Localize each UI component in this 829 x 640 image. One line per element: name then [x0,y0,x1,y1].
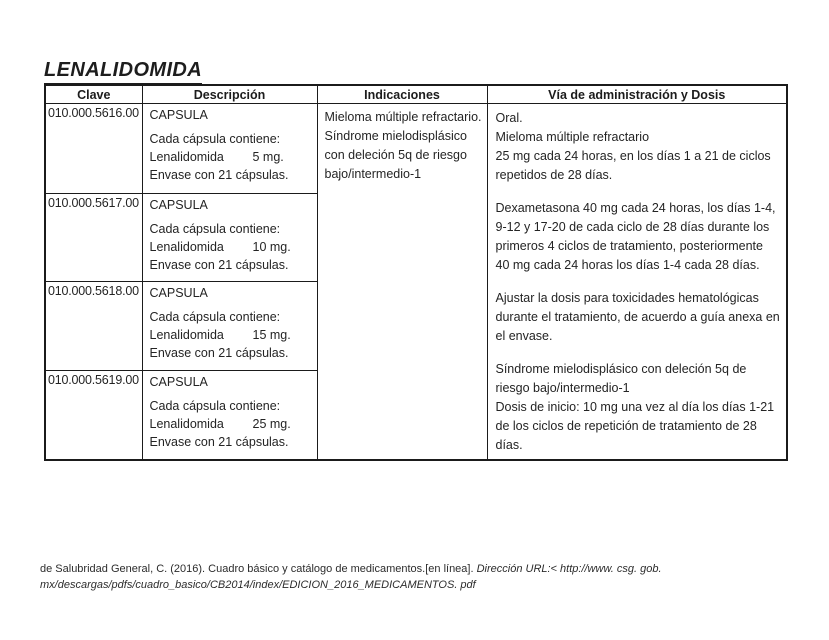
via-paragraph: Síndrome mielodisplásico con deleción 5q de riesgo bajo/intermedio-1 [495,362,747,395]
descripcion-cell [142,281,317,371]
medication-title: LENALIDOMIDA [44,59,202,85]
table-row [45,104,787,194]
table-header-row [45,85,787,104]
indicacion-line: con deleción 5q de riesgo [324,148,467,162]
substance-name: Lenalidomida [149,327,224,342]
clave-cell [45,281,142,371]
column-header-clave: Clave [45,85,142,104]
dose-value: 15 mg. [252,327,291,342]
dose-line [150,148,312,166]
clave-value: 010.000.5616.00 [48,106,139,120]
pharmaceutical-form: CAPSULA [149,285,208,300]
contains-label: Cada cápsula contiene: [149,221,281,236]
via-paragraph: Dexametasona 40 mg cada 24 horas, los días 1-4, 9-12 y 17-20 de cada ciclo de 28 días durante los primeros 4 ciclos de tratamiento, posteriormente 40 mg cada 24 horas los días 1-4 cada 28 días. [495,201,776,272]
package-description: Envase con 21 cápsulas. [149,257,289,272]
dose-value: 5 mg. [252,150,284,164]
clave-cell [45,193,142,281]
pharmaceutical-form: CAPSULA [149,375,208,390]
contains-label: Cada cápsula contiene: [149,309,281,324]
citation-text: de Salubridad General, C. (2016). Cuadro básico y catálogo de medicamentos.[en línea]. [40,563,477,575]
package-description: Envase con 21 cápsulas. [149,168,289,182]
via-paragraph: 25 mg cada 24 horas, en los días 1 a 21 de ciclos repetidos de 28 días. [495,149,771,182]
indicacion-line: Mieloma múltiple refractario. [324,110,482,124]
descripcion-cell [142,104,317,194]
column-header-indicaciones: Indicaciones [317,85,487,104]
clave-value: 010.000.5617.00 [48,195,139,210]
dose-value: 10 mg. [252,239,291,254]
citation-footer [40,562,680,593]
via-paragraph: Mieloma múltiple refractario [495,130,650,144]
contains-label: Cada cápsula contiene: [149,132,281,146]
citation-url-part2: mx/descargas/pdfs/cuadro_basico/CB2014/index/EDICION_2016_MEDICAMENTOS. pdf [40,578,476,591]
substance-name: Lenalidomida [149,150,224,164]
medication-table [44,84,788,461]
citation-url-part1: Dirección URL:< http://www. csg. gob. [476,563,662,575]
column-header-via: Vía de administración y Dosis [487,85,787,104]
package-description: Envase con 21 cápsulas. [149,345,289,360]
via-paragraph: Dosis de inicio: 10 mg una vez al día los días 1-21 de los ciclos de repetición de tratamiento de 28 días. [495,400,775,452]
pharmaceutical-form: CAPSULA [149,108,208,122]
column-header-descripcion: Descripción [142,85,317,104]
substance-name: Lenalidomida [149,239,224,254]
clave-cell [45,104,142,194]
via-administracion-cell [487,104,787,461]
indicaciones-cell [317,104,487,461]
indicacion-line: bajo/intermedio-1 [324,167,422,181]
via-paragraph: Ajustar la dosis para toxicidades hematológicas durante el tratamiento, de acuerdo a guía anexa en el envase. [495,291,780,343]
package-description: Envase con 21 cápsulas. [149,435,289,450]
clave-value: 010.000.5618.00 [48,283,139,298]
dose-line [150,238,312,256]
indicacion-line: Síndrome mielodisplásico [324,129,467,143]
pharmaceutical-form: CAPSULA [149,197,208,212]
dose-line [150,326,312,344]
dose-value: 25 mg. [252,417,291,432]
clave-cell [45,371,142,460]
citation-line-1 [40,562,680,578]
clave-value: 010.000.5619.00 [48,373,139,388]
via-paragraph: Oral. [495,111,523,125]
descripcion-cell [142,193,317,281]
substance-name: Lenalidomida [149,417,224,432]
descripcion-cell [142,371,317,460]
dose-line [150,415,312,433]
contains-label: Cada cápsula contiene: [149,399,281,414]
